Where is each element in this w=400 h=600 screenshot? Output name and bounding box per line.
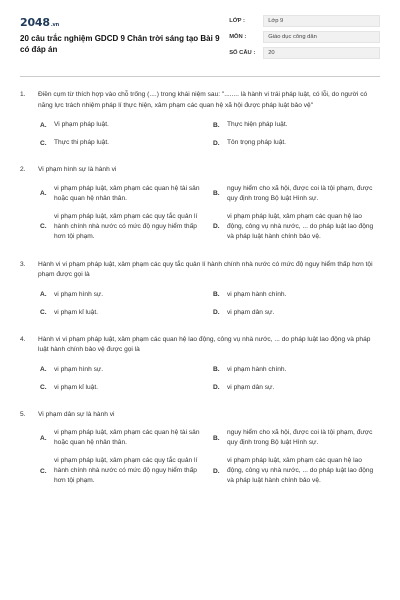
- question-5: [20, 410, 380, 495]
- option-c[interactable]: [40, 456, 207, 486]
- option-letter: B.: [213, 190, 220, 197]
- option-a[interactable]: [40, 289, 207, 301]
- header-left: [20, 14, 229, 70]
- option-c[interactable]: [40, 307, 207, 319]
- question-2: [20, 165, 380, 250]
- option-letter: D.: [213, 139, 220, 147]
- option-c[interactable]: [40, 382, 207, 394]
- option-text: vi phạm hình sự.: [54, 290, 104, 298]
- option-letter: A.: [40, 291, 47, 298]
- option-text: vi phạm kỉ luật.: [54, 308, 98, 316]
- meta-label-count: SỐ CÂU :: [229, 50, 256, 56]
- meta-value-class: Lớp 9: [263, 15, 380, 27]
- option-text: vi phạm pháp luật, xâm phạm các quy tắc quản lí hành chính nhà nước có mức độ nguy hiểm thấp hơn tội phạm.: [54, 212, 198, 240]
- logo-tld: .vn: [50, 22, 59, 28]
- option-text: vi phạm hành chính.: [227, 365, 287, 373]
- option-text: nguy hiểm cho xã hội, được coi là tội phạm, được quy định trong Bộ luật Hình sự.: [227, 429, 373, 446]
- meta-value-subject: Giáo dục công dân: [263, 31, 380, 43]
- option-letter: A.: [40, 190, 47, 197]
- document-title: 20 câu trắc nghiệm GDCD 9 Chân trời sáng tạo Bài 9 có đáp án: [20, 34, 220, 54]
- option-b[interactable]: [213, 184, 380, 204]
- option-text: vi phạm pháp luật, xâm phạm các quan hệ lao động, công vụ nhà nước, ... do pháp luật lao động và pháp luật hành chính bảo vệ.: [227, 457, 374, 484]
- header-divider: [20, 76, 380, 77]
- question-list: [20, 90, 380, 494]
- option-text: vi phạm hành chính.: [227, 290, 287, 298]
- option-letter: B.: [213, 366, 220, 373]
- option-letter: B.: [213, 121, 220, 129]
- option-text: Vi phạm pháp luật.: [54, 121, 109, 128]
- question-number: 2.: [20, 166, 26, 173]
- option-a[interactable]: [40, 119, 207, 131]
- question-number: 3.: [20, 260, 26, 268]
- option-letter: A.: [40, 434, 47, 442]
- option-letter: B.: [213, 291, 220, 298]
- option-letter: A.: [40, 121, 47, 129]
- options-grid: [40, 289, 380, 325]
- option-letter: C.: [40, 139, 47, 147]
- option-a[interactable]: [40, 184, 207, 204]
- logo-main: 2048: [20, 16, 50, 29]
- question-3: [20, 260, 380, 325]
- meta-label-class: LỚP :: [229, 18, 245, 24]
- option-c[interactable]: [40, 137, 207, 149]
- question-text: Điền cụm từ thích hợp vào chỗ trống (....) trong khái niệm sau: "........ là hành vi trái pháp luật, có lỗi, do người có năng lực trách nhiệm pháp lí thực hiện, xâm phạm các quan hệ xã hội được pháp luật bảo vệ": [38, 91, 368, 109]
- meta-row-subject: [229, 31, 380, 43]
- option-letter: A.: [40, 366, 47, 373]
- question-body: [38, 260, 380, 325]
- option-text: vi phạm pháp luật, xâm phạm các quan hệ lao động, công vụ nhà nước, ... do pháp luật lao động và pháp luật hành chính bảo vệ.: [227, 212, 374, 240]
- question-number: 1.: [20, 91, 26, 98]
- options-grid: [40, 119, 380, 155]
- meta-row-count: [229, 47, 380, 59]
- option-text: Tôn trọng pháp luật.: [227, 139, 287, 146]
- option-letter: C.: [40, 309, 47, 316]
- option-text: Thực thi pháp luật.: [54, 139, 109, 146]
- question-text: Vi phạm hình sự là hành vi: [38, 166, 117, 173]
- meta-panel: [229, 15, 380, 70]
- option-text: vi phạm hình sự.: [54, 365, 104, 373]
- question-body: [38, 90, 380, 155]
- option-text: vi phạm pháp luật, xâm phạm các quan hệ tài sản hoặc quan hệ nhân thân.: [54, 429, 200, 446]
- question-4: [20, 335, 380, 400]
- option-c[interactable]: [40, 212, 207, 242]
- option-letter: D.: [213, 223, 220, 230]
- options-grid: [40, 428, 380, 494]
- option-a[interactable]: [40, 428, 207, 448]
- option-text: vi phạm kỉ luật.: [54, 383, 98, 391]
- site-logo[interactable]: [20, 16, 229, 29]
- meta-row-class: [229, 15, 380, 27]
- question-number: 4.: [20, 335, 26, 343]
- option-letter: C.: [40, 223, 47, 230]
- option-letter: C.: [40, 467, 47, 475]
- option-d[interactable]: [213, 307, 380, 319]
- question-number: 5.: [20, 410, 26, 418]
- options-grid: [40, 184, 380, 250]
- option-a[interactable]: [40, 364, 207, 376]
- meta-label-subject: MÔN :: [229, 34, 247, 40]
- option-text: Thực hiện pháp luật.: [227, 121, 288, 128]
- option-letter: C.: [40, 384, 47, 391]
- question-text: Hành vi vi phạm pháp luật, xâm phạm các quy tắc quản lí hành chính nhà nước có mức độ nguy hiểm thấp hơn tội phạm được gọi là: [38, 260, 373, 278]
- option-b[interactable]: [213, 289, 380, 301]
- question-text: Vi phạm dân sự là hành vi: [38, 410, 115, 418]
- option-d[interactable]: [213, 382, 380, 394]
- option-b[interactable]: [213, 119, 380, 131]
- option-d[interactable]: [213, 137, 380, 149]
- document-header: [20, 14, 380, 70]
- option-letter: B.: [213, 434, 220, 442]
- option-b[interactable]: [213, 364, 380, 376]
- question-body: [38, 335, 380, 400]
- option-text: vi phạm pháp luật, xâm phạm các quan hệ tài sản hoặc quan hệ nhân thân.: [54, 184, 200, 202]
- question-text: Hành vi vi phạm pháp luật, xâm phạm các quan hệ lao động, công vụ nhà nước, ... do pháp luật lao động và pháp luật hành chính bảo vệ được gọi là: [38, 335, 371, 353]
- option-letter: D.: [213, 467, 220, 475]
- option-b[interactable]: [213, 428, 380, 448]
- question-1: [20, 90, 380, 155]
- question-body: [38, 165, 380, 250]
- option-text: vi phạm pháp luật, xâm phạm các quy tắc quản lí hành chính nhà nước có mức độ nguy hiểm thấp hơn tội phạm.: [54, 457, 198, 484]
- option-text: vi phạm dân sự.: [227, 308, 275, 316]
- options-grid: [40, 364, 380, 400]
- option-letter: D.: [213, 384, 220, 391]
- option-text: nguy hiểm cho xã hội, được coi là tội phạm, được quy định trong Bộ luật Hình sự.: [227, 184, 373, 202]
- option-d[interactable]: [213, 212, 380, 242]
- question-body: [38, 410, 380, 495]
- option-letter: D.: [213, 309, 220, 316]
- option-text: vi phạm dân sự.: [227, 383, 275, 391]
- option-d[interactable]: [213, 456, 380, 486]
- meta-value-count: 20: [263, 47, 380, 59]
